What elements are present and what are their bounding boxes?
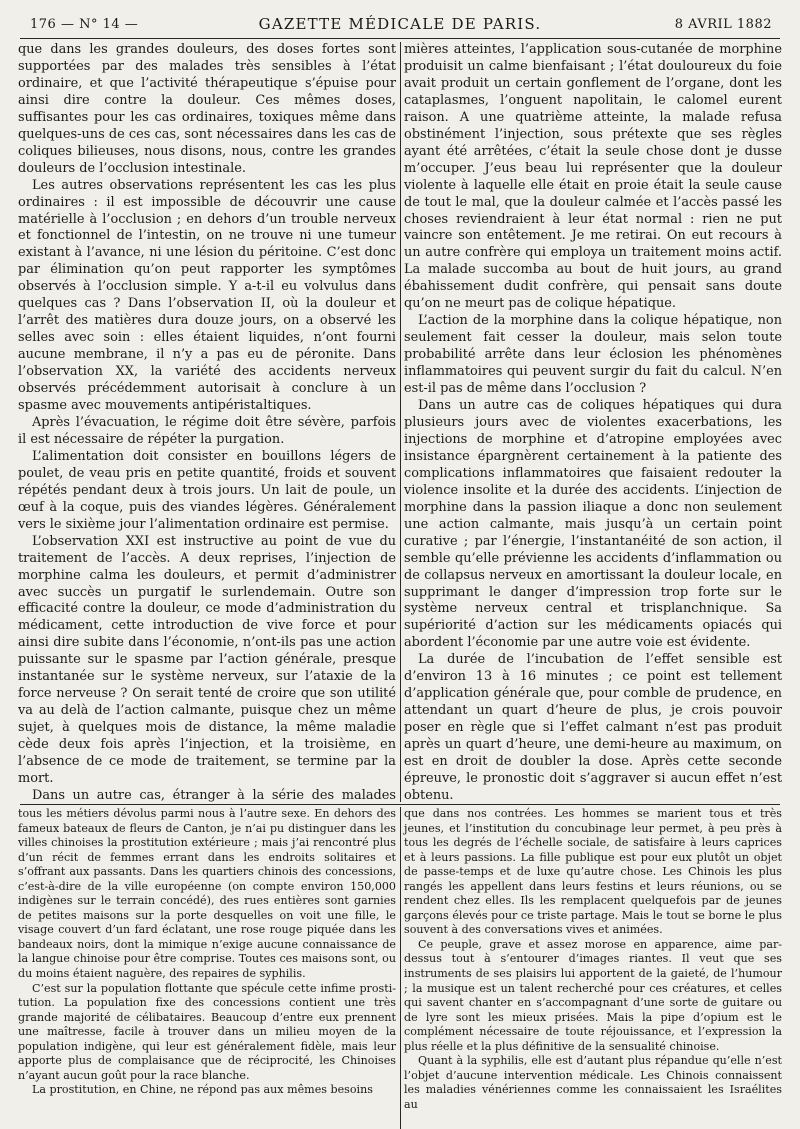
header-rule <box>20 38 780 39</box>
paragraph: que dans nos contrées. Les hommes se marient tous et très jeunes, et l’institution du concubinage leur permet, à peu près à tous les degrés de l’échelle sociale, de satisfaire à leurs caprices et à leurs passions. La fille publique est pour eux plutôt un objet de passe-temps et de luxe qu’autre chose. Les Chinois les plus rangés les appellent dans leurs festins et leurs réunions, ou se rendent chez elles. Ils les remplacent quelquefois par de jeunes garçons élevés pour ce triste partage. Mais le tout se borne le plus souvent à des conversations vives et animées. <box>404 807 782 937</box>
paragraph: La durée de l’incubation de l’effet sensible est d’environ 13 à 16 minutes ; ce point est tellement d’application générale que, pour comble de prudence, en attendant un quart d’heure de plus, je crois pouvoir poser en règle que si l’effet calmant n’est pas produit après un quart d’heure, une demi-heure au maximum, on est en droit de doubler la dose. Après cette seconde épreuve, le pronostic doit s’aggraver si aucun effet n’est obtenu. <box>404 652 782 802</box>
page-header <box>18 14 782 36</box>
paragraph: Quant à la syphilis, elle est d’autant plus répandue qu’elle n’est l’objet d’aucune intervention médicale. Les Chinois connaissent les maladies vénériennes comme les connaissaient les Israélites au <box>404 1054 782 1111</box>
paragraph: Dans un autre cas, étranger à la série des malades <box>32 787 396 802</box>
paragraph: L’observation XXI est instructive au point de vue du traitement de l’accès. A deux reprises, l’injection de morphine calma les douleurs, et permit d’administrer avec succès un purgatif le surlendemain. Outre son efficacité contre la douleur, ce mode d’administration du médicament, cette introduction de vive force et pour ainsi dire subite dans l’économie, n’ont-ils pas une action puissante sur le spasme par l’action générale, presque instantanée sur le système nerveux, sur l’ataxie de la force nerveuse ? On serait tenté de croire que son utilité va au delà de l’action calmante, puisque chez un même sujet, à quelques mois de distance, la même maladie cède deux fois après l’injection, et la troisième, en l’absence de ce mode de traitement, se termine par la mort. <box>18 533 396 786</box>
article-left-column <box>18 42 396 802</box>
paragraph: Dans un autre cas de coliques hépatiques qui dura plusieurs jours avec de violentes exacerbations, les injections de morphine et d’atropine employées avec insistance épargnèrent certainement à la patiente des complications inflammatoires que faisaient redouter la violence insolite et la durée des accidents. L’injection de morphine dans la passion iliaque a donc non seulement une action calmante, mais jusqu’à un certain point curative ; par l’énergie, l’instantanéité de son action, il semble qu’elle prévienne les accidents d’inflammation ou de collapsus nerveux en amortissant la douleur locale, en supprimant le danger d’impression trop forte sur le système nerveux central et trisplanchnique. Sa supériorité d’action sur les médicaments opiacés qui abordent l’économie par une autre voie est évidente. <box>404 398 782 651</box>
paragraph: tous les métiers dévolus parmi nous à l’autre sexe. En dehors des fameux bateaux de fleurs de Canton, je n’ai pu distinguer dans les villes chinoises la prostitution extérieure ; mais j’ai rencontré plus d’un récit de femmes errant dans les endroits solitaires et s’offrant aux passants. Dans les quartiers chinois des concessions, c’est-à-dire de la ville européenne (on compte environ 150,000 indigènes sur le terrain concédé), des rues entières sont garnies de petites maisons sur la porte desquelles on voit une fille, le visage couvert d’un fard éclatant, une rose rouge piquée dans les bandeaux noirs, dont la mimique n’exige aucune connaissance de la langue chinoise pour être comprise. Toutes ces maisons sont, ou du moins étaient naguère, des repaires de syphilis. <box>18 807 396 981</box>
paragraph: Les autres observations représentent les cas les plus ordinaires : il est impossible de découvrir une cause matérielle à l’occlusion ; en dehors d’un trouble nerveux et fonctionnel de l’intestin, on ne trouve ni une tumeur existant à l’avance, ni une lésion du péritoine. C’est donc par élimination qu’on peut rapporter les symptômes observés à l’occlusion simple. Y a-t-il eu volvulus dans quelques cas ? Dans l’observation II, où la douleur et l’arrêt des matières dura douze jours, on a observé les selles avec soin : elles étaient liquides, n’ont fourni aucune membrane, il n’y a pas eu de péronite. Dans l’observation XX, la variété des accidents nerveux observés précédemment autorisait à conclure à un spasme avec mouvements antipéristaltiques. <box>18 177 396 414</box>
paragraph: C’est sur la population flottante que spécule cette infime prostitution. La population fixe des concessions contient une très grande majorité de célibataires. Beaucoup d’entre eux prennent une maîtresse, facile à trouver dans un milieu moyen de la population indigène, qui leur est généralement fidèle, mais leur apporte plus de complaisance que de réciprocité, les Chinoises n’ayant aucun goût pour la race blanche. <box>18 981 396 1082</box>
column-divider <box>400 42 401 802</box>
feuilleton-left-column <box>18 807 396 1129</box>
article-right-column <box>404 42 782 802</box>
journal-title: GAZETTE MÉDICALE DE PARIS. <box>258 15 542 33</box>
paragraph: que dans les grandes douleurs, des doses fortes sont supportées par des malades très sensibles à l’état ordinaire, et que l’activité thérapeutique s’épuise pour ainsi dire contre la douleur. Ces mêmes doses, suffisantes pour les cas ordinaires, toxiques même dans quelques-uns de ces cas, sont nécessaires dans les cas de coliques bilieuses, nous disons, nous, contre les grandes douleurs de l’occlusion intestinale. <box>18 42 396 176</box>
paragraph: Ce peuple, grave et assez morose en apparence, aime par-dessus tout à s’entourer d’images riantes. Il veut que ses instruments de ses plaisirs lui apportent de la gaieté, de l’humour ; la musique est un talent recherché pour ces créatures, et celles qui savent chanter en s’accompagnant d’une sorte de guitare ou de lyre sont les mieux prisées. Mais la pipe d’opium est le complément nécessaire de toute réjouissance, et l’expression la plus réelle et la plus définitive de la sensualité chinoise. <box>404 937 782 1053</box>
paragraph: La prostitution, en Chine, ne répond pas aux mêmes besoins <box>32 1083 373 1097</box>
paragraph: Après l’évacuation, le régime doit être sévère, parfois il est nécessaire de répéter la purgation. <box>18 414 396 447</box>
feuilleton-right-column <box>404 807 782 1129</box>
feuilleton-separator <box>20 804 780 805</box>
paragraph: L’action de la morphine dans la colique hépatique, non seulement fait cesser la douleur, mais selon toute probabilité arrête dans leur éclosion les phénomènes inflammatoires qui peuvent surgir du fait du calcul. N’en est-il pas de même dans l’occlusion ? <box>404 313 782 397</box>
article-body <box>18 42 782 802</box>
feuilleton-body <box>18 807 782 1129</box>
column-divider <box>400 807 401 1129</box>
paragraph: mières atteintes, l’application sous-cutanée de morphine produisit un calme bienfaisant ; l’état douloureux du foie avait produit un certain gonflement de l’organe, dont les cataplasmes, l’onguent napolitain, le calomel eurent raison. A une quatrième atteinte, la malade refusa obstinément l’injection, sous prétexte que ses règles ayant été arrêtées, c’était la seule chose dont je dusse m’occuper. J’eus beau lui représenter que la douleur violente à laquelle elle était en proie était la seule cause de tout le mal, que la douleur calmée et l’accès passé les choses reviendraient à leur état normal : rien ne put vaincre son entêtement. Je me retirai. On eut recours à un autre confrère qui employa un traitement moins actif. La malade succomba au bout de huit jours, au grand ébahissement dudit confrère, qui pensait sans doute qu’on ne meurt pas de colique hépatique. <box>404 42 782 312</box>
page-number-issue: 176 — N° 14 — <box>30 17 139 32</box>
issue-date: 8 AVRIL 1882 <box>674 17 772 32</box>
paragraph: L’alimentation doit consister en bouillons légers de poulet, de veau pris en petite quantité, froids et souvent répétés pendant deux à trois jours. Un lait de poule, un œuf à la coque, puis des viandes légères. Généralement vers le sixième jour l’alimentation ordinaire est permise. <box>18 448 396 532</box>
